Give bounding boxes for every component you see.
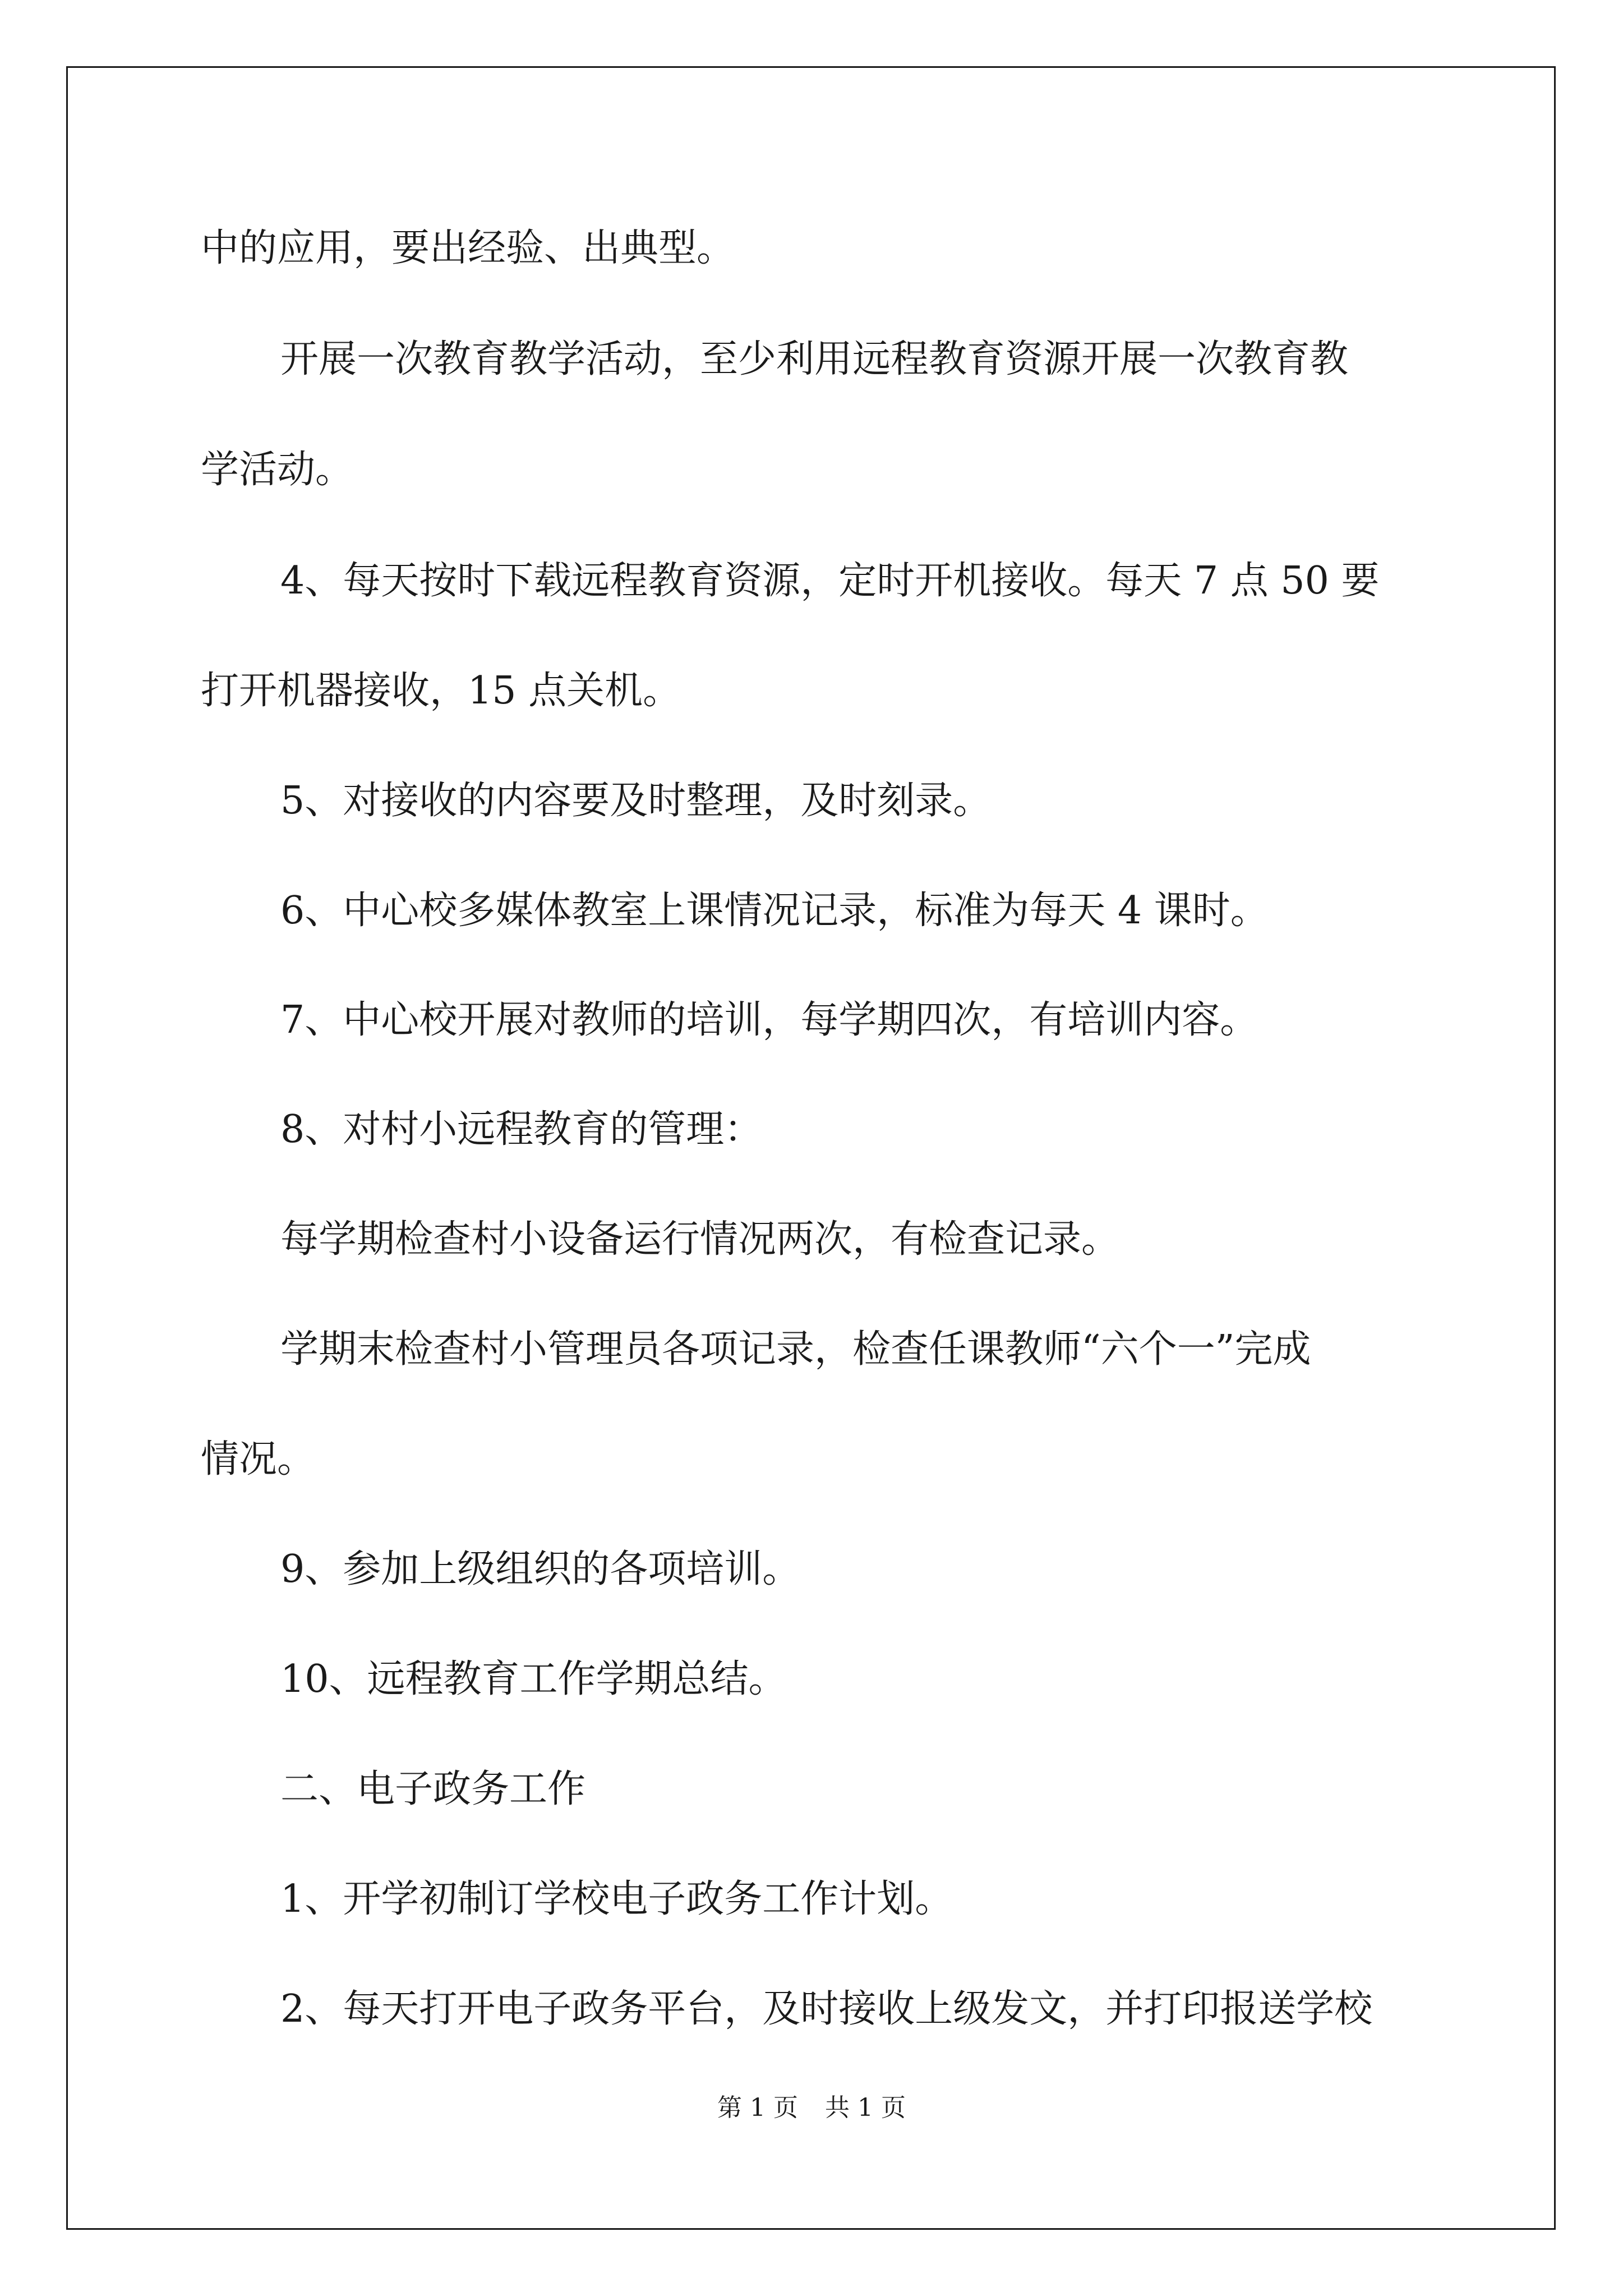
body-line-8: 7、中心校开展对教师的培训，每学期四次，有培训内容。 (280, 998, 1258, 1042)
body-line-10: 每学期检查村小设备运行情况两次，有检查记录。 (280, 1217, 1120, 1262)
body-line-5: 打开机器接收，15 点关机。 (201, 669, 681, 713)
page-number: 第 1 页 (717, 2093, 798, 2122)
body-line-14: 10、远程教育工作学期总结。 (280, 1657, 787, 1701)
body-line-1: 中的应用，要出经验、出典型。 (201, 226, 735, 270)
body-line-7: 6、中心校多媒体教室上课情况记录，标准为每天 4 课时。 (280, 889, 1269, 933)
section-heading: 二、电子政务工作 (280, 1767, 586, 1811)
body-line-17: 2、每天打开电子政务平台，及时接收上级发文，并打印报送学校 (280, 1987, 1373, 2031)
body-line-2: 开展一次教育教学活动，至少利用远程教育资源开展一次教育教 (280, 337, 1349, 381)
page-total: 共 1 页 (825, 2093, 906, 2122)
body-line-16: 1、开学初制订学校电子政务工作计划。 (280, 1877, 953, 1921)
body-line-13: 9、参加上级组织的各项培训。 (280, 1547, 801, 1591)
body-line-12: 情况。 (201, 1437, 316, 1481)
body-line-3: 学活动。 (201, 448, 354, 492)
body-line-11: 学期末检查村小管理员各项记录，检查任课教师“六个一”完成 (280, 1327, 1311, 1372)
body-line-4: 4、每天按时下载远程教育资源，定时开机接收。每天 7 点 50 要 (280, 559, 1380, 603)
page-footer (0, 2093, 1623, 2122)
body-line-6: 5、对接收的内容要及时整理，及时刻录。 (280, 779, 992, 823)
body-line-9: 8、对村小远程教育的管理： (280, 1107, 763, 1152)
